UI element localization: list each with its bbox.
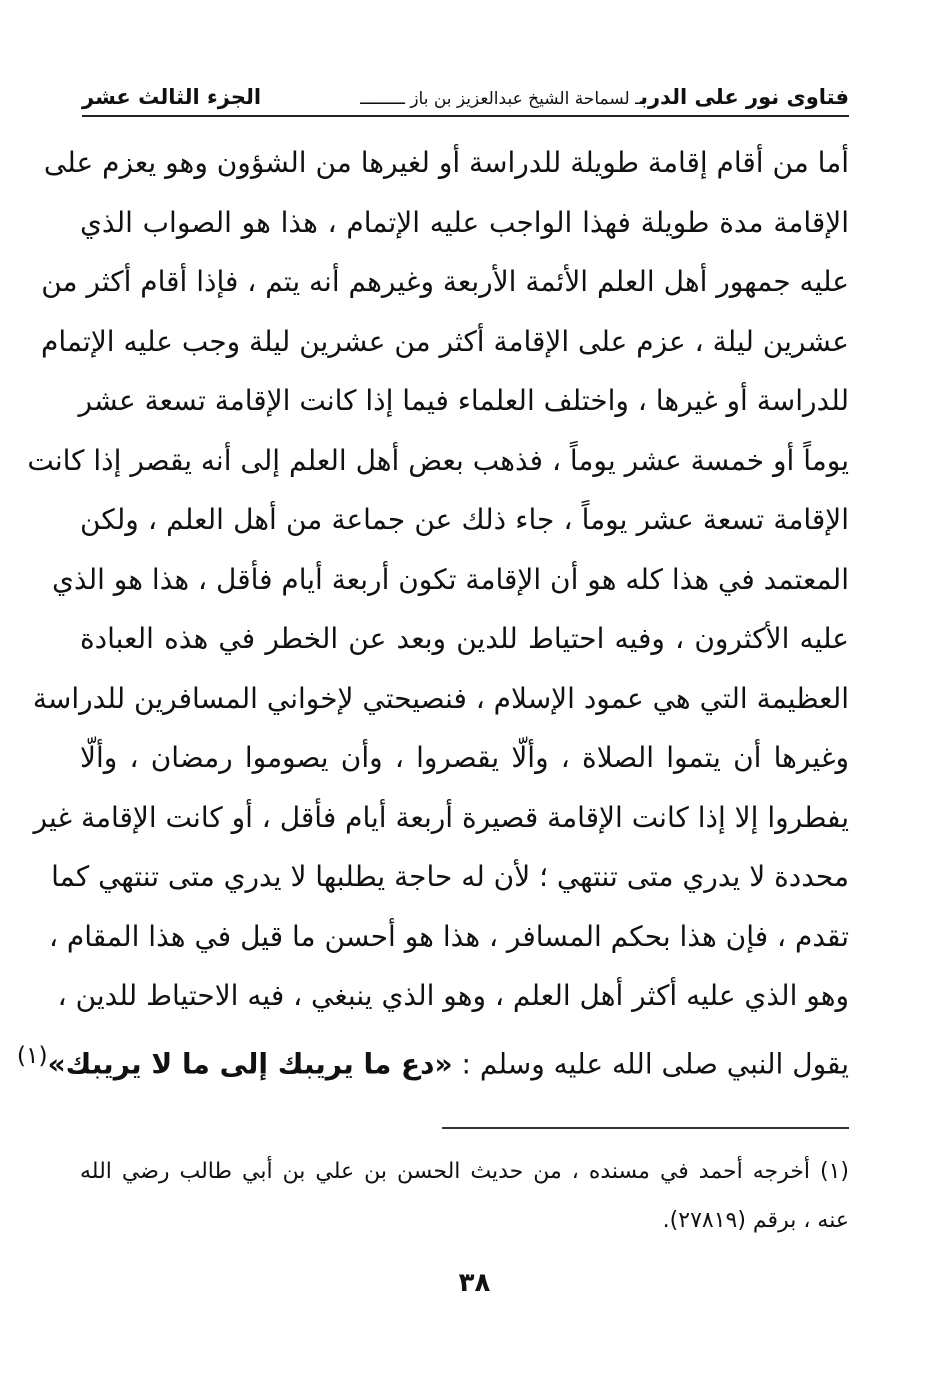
main-text	[16, 133, 849, 1085]
text-line: عشرين ليلة ، عزم على الإقامة أكثر من عشرين ليلة وجب عليه الإتمام	[40, 324, 849, 358]
text-line: المعتمد في هذا كله هو أن الإقامة تكون أربعة أيام فأقل ، هذا هو الذي	[51, 562, 849, 596]
header-divider	[82, 115, 849, 117]
last-line-prefix: يقول النبي صلى الله عليه وسلم :	[452, 1046, 849, 1080]
text-line: يفطروا إلا إذا كانت الإقامة قصيرة أربعة أيام فأقل ، أو كانت الإقامة غير	[33, 800, 849, 834]
text-line: العظيمة التي هي عمود الإسلام ، فنصيحتي لإخواني المسافرين للدراسة	[32, 681, 849, 715]
page-number: ٣٨	[458, 1268, 491, 1298]
text-line: تقدم ، فإن هذا بحكم المسافر ، هذا هو أحسن ما قيل في هذا المقام ،	[48, 919, 849, 953]
text-line: عليه الأكثرون ، وفيه احتياط للدين وبعد عن الخطر في هذه العبادة	[80, 622, 849, 655]
text-line: للدراسة أو غيرها ، واختلف العلماء فيما إذا كانت الإقامة تسعة عشر	[78, 384, 849, 417]
author-line: ـ لسماحة الشيخ عبدالعزيز بن باز ـــــــــ	[360, 89, 641, 109]
text-line: وغيرها أن يتموا الصلاة ، وألّا يقصروا ، وأن يصوموا رمضان ، وألّا	[80, 741, 849, 774]
text-line-last	[16, 1026, 849, 1086]
footnote-line: عنه ، برقم (٢٧٨١٩).	[662, 1208, 849, 1233]
text-line: يوماً أو خمسة عشر يوماً ، فذهب بعض أهل العلم إلى أنه يقصر إذا كانت	[27, 443, 849, 477]
footnote-line: (١) أخرجه أحمد في مسنده ، من حديث الحسن بن علي بن أبي طالب رضي الله	[80, 1159, 849, 1184]
hadith-quote: «دع ما يريبك إلى ما لا يريبك»	[47, 1046, 453, 1080]
footnote-divider	[442, 1127, 849, 1129]
text-line: عليه جمهور أهل العلم الأئمة الأربعة وغيرهم أنه يتم ، فإذا أقام أكثر من	[41, 265, 849, 298]
text-line: وهو الذي عليه أكثر أهل العلم ، وهو الذي ينبغي ، فيه الاحتياط للدين ،	[57, 979, 849, 1012]
footnote-reference[interactable]: (١)	[16, 1040, 48, 1069]
text-line: أما من أقام إقامة طويلة للدراسة أو لغيرها من الشؤون وهو يعزم على	[43, 146, 849, 179]
book-title: فتاوى نور على الدرب	[640, 85, 849, 109]
text-line: محددة لا يدري متى تنتهي ؛ لأن له حاجة يطلبها لا يدري متى تنتهي كما	[51, 860, 849, 893]
running-header	[82, 80, 849, 114]
volume-label: الجزء الثالث عشر	[82, 85, 262, 109]
footnote	[80, 1147, 849, 1245]
text-line: الإقامة تسعة عشر يوماً ، جاء ذلك عن جماعة من أهل العلم ، ولكن	[80, 503, 849, 536]
text-line: الإقامة مدة طويلة فهذا الواجب عليه الإتمام ، هذا هو الصواب الذي	[80, 205, 849, 239]
